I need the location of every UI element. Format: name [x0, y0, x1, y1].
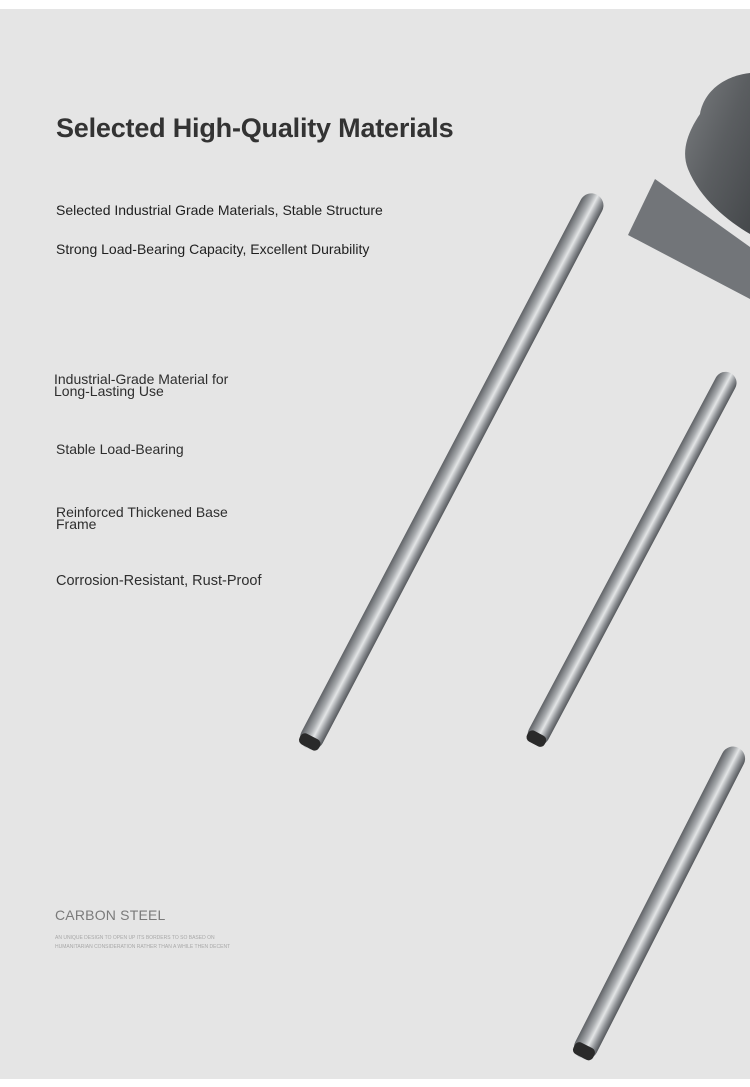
- leg-middle: [524, 368, 741, 749]
- headline: Selected High-Quality Materials: [56, 113, 454, 143]
- leg-back: [570, 742, 749, 1063]
- material-description: AN UNIQUE DESIGN TO OPEN UP ITS BORDERS TO SO BASED ON HUMANITARIAN CONSIDERATION RATHER THAN A WHILE THEN DECENT: [55, 935, 231, 950]
- material-title: CARBON STEEL: [55, 907, 166, 923]
- subheading-durability: Strong Load-Bearing Capacity, Excellent Durability: [56, 241, 370, 257]
- product-banner: [0, 9, 750, 1079]
- feature-rust-proof: Corrosion-Resistant, Rust-Proof: [56, 573, 262, 589]
- feature-load-bearing: Stable Load-Bearing: [56, 441, 184, 457]
- leg-front: [296, 189, 608, 754]
- subheading-structure: Selected Industrial Grade Materials, Stable Structure: [56, 202, 383, 218]
- feature-base-frame: Reinforced Thickened Base Frame: [56, 504, 228, 532]
- feature-industrial-grade: Industrial-Grade Material for Long-Lasting Use: [54, 371, 229, 399]
